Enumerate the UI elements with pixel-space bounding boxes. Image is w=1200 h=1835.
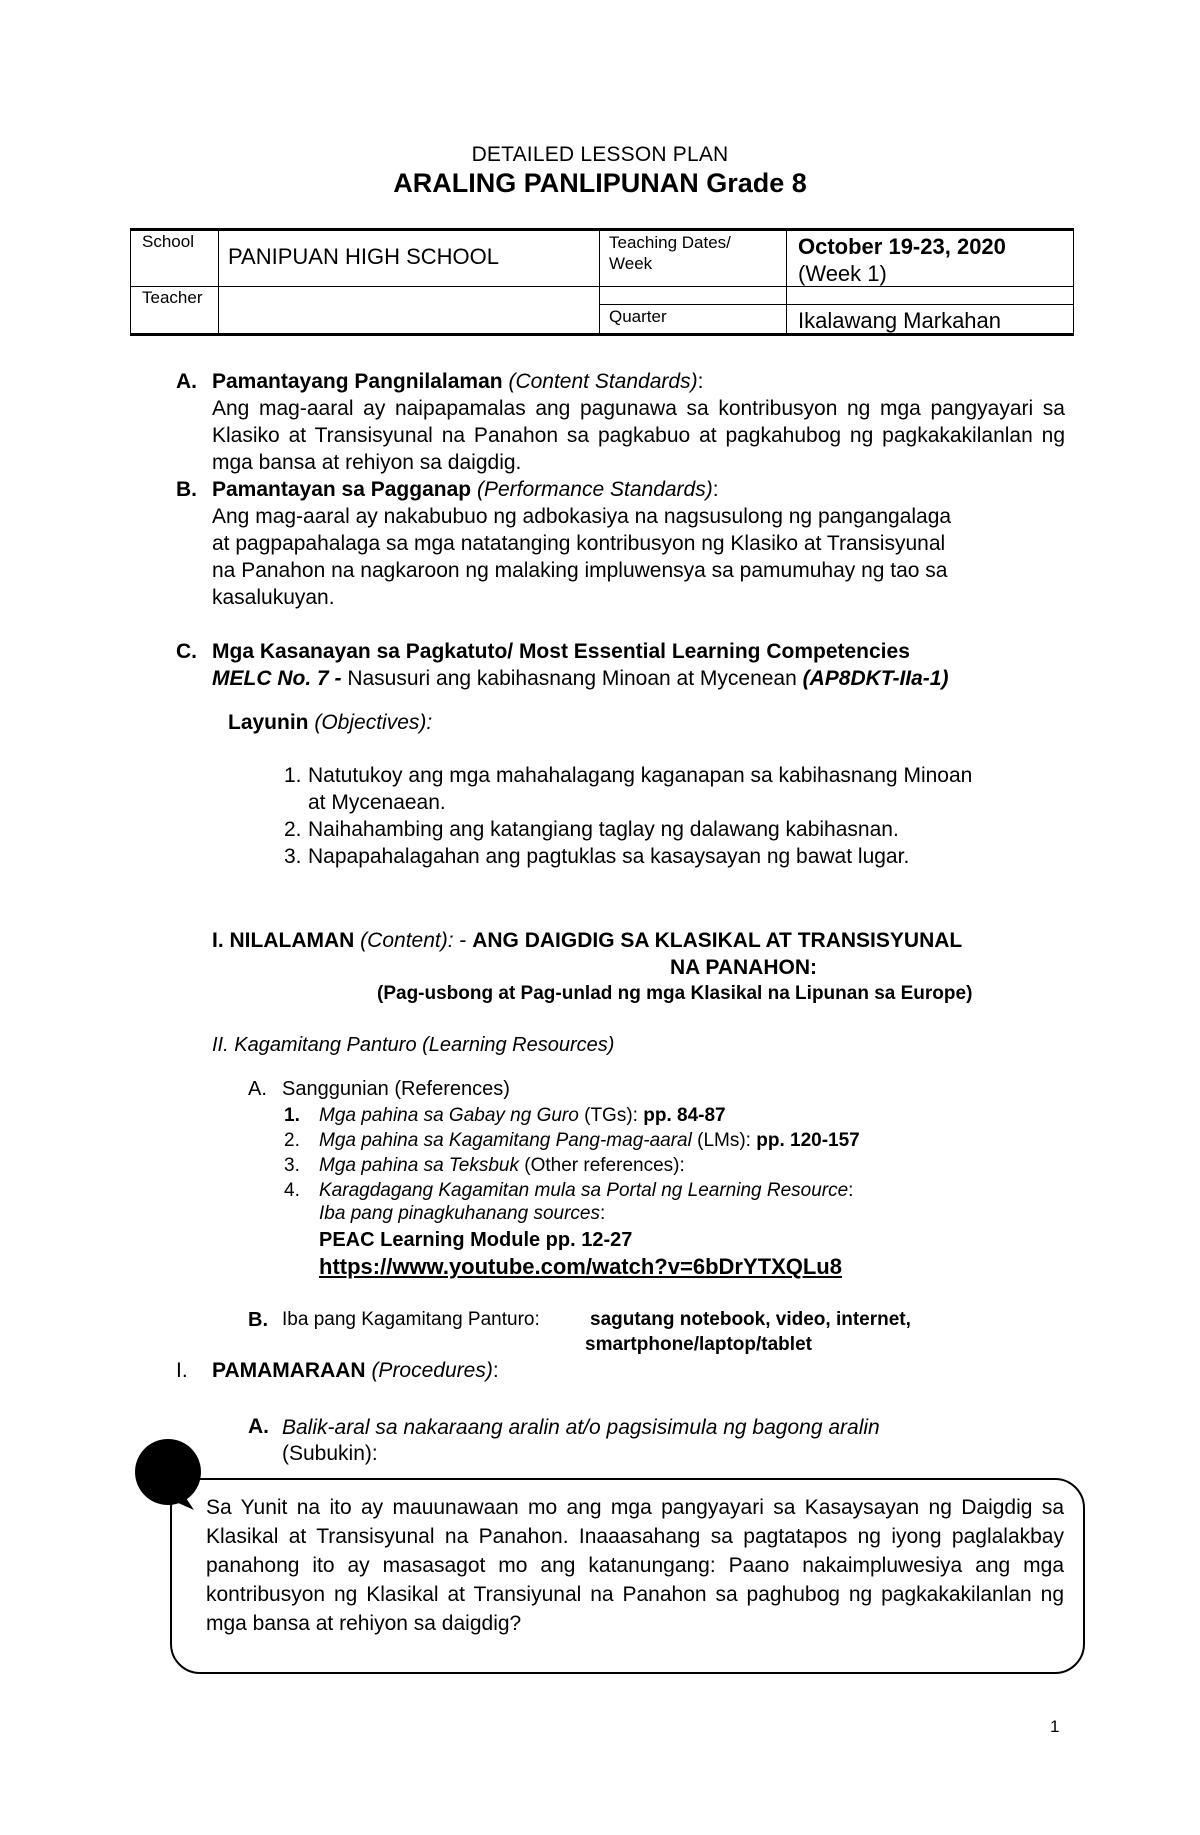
melc-line: MELC No. 7 - Nasusuri ang kabihasnang Minoan at Mycenean (AP8DKT-IIa-1) [212,667,949,690]
teaching-dates-label: Teaching Dates/ Week [609,233,731,273]
procedures-a-text: Balik-aral sa nakaraang aralin at/o pagsisimula ng bagong aralin (Subukin): [282,1416,880,1465]
document-type: DETAILED LESSON PLAN [471,143,729,166]
procedures-num: I. [176,1359,188,1382]
other-materials-letter: B. [248,1309,268,1331]
section-a-body: Ang mag-aaral ay naipapamalas ang pagunawa sa kontribusyon ng mga pangyayari sa Klasiko at Transisyunal na Panahon sa pagkabuo at pagkahubog ng pagkakakilanlan ng mga bansa at rehiyon sa daigdig. [212,397,1065,474]
procedures-heading: PAMAMARAAN (Procedures): [212,1359,499,1382]
section-a-letter: A. [176,370,197,393]
objective-item: Napapahalagahan ang pagtuklas sa kasaysayan ng bawat lugar. [308,845,910,868]
school-label: School [142,232,194,251]
nilalaman-subtitle: (Pag-usbong at Pag-unlad ng mga Klasikal na Lipunan sa Europe) [377,983,973,1004]
section-b-body: Ang mag-aaral ay nakabubuo ng adbokasiya na nagsusulong ng pangangalaga at pagpapahalaga sa mga natatanging kontribusyon ng Klasiko at Transisyunal na Panahon na nagkaroon ng malaking impluwensya sa pamumuhay ng tao sa kasalukuyan. [212,505,952,609]
youtube-link[interactable]: https://www.youtube.com/watch?v=6bDrYTXQLu8 [319,1254,842,1279]
objective-num: 3. [284,845,302,868]
other-materials-value: sagutang notebook, video, internet, [590,1309,911,1330]
quarter-value: Ikalawang Markahan [798,308,1002,333]
speech-box-text: Sa Yunit na ito ay mauunawaan mo ang mga pangyayari sa Kasaysayan ng Daigdig sa Klasikal at Transisyunal na Panahon. Inaaasahang sa pagtatapos ng iyong paglalakbay panahong ito ay masasagot mo ang katanungang: Paano nakaimpluwesiya ang mga kontribusyon ng Klasikal at Transiyunal na Panahon sa paghubog ng pagkakakilanlan ng mga bansa at rehiyon sa daigdig? [206,1496,1064,1635]
peac-module: PEAC Learning Module pp. 12-27 [319,1229,633,1251]
teacher-label: Teacher [142,288,203,307]
objectives-heading: Layunin (Objectives): [228,711,433,734]
nilalaman-heading: I. NILALAMAN (Content): - ANG DAIGDIG SA KLASIKAL AT TRANSISYUNAL [212,929,963,952]
objective-num: 2. [284,818,302,841]
speech-bubble-icon [132,1436,212,1516]
references-label: Sanggunian (References) [282,1078,510,1100]
procedures-a-letter: A. [248,1415,269,1438]
objective-item: Natutukoy ang mga mahahalagang kaganapan sa kabihasnang Minoan at Mycenaean. [308,764,973,814]
other-sources: Iba pang pinagkuhanang sources: [319,1203,606,1224]
document-title: ARALING PANLIPUNAN Grade 8 [393,168,807,198]
school-value: PANIPUAN HIGH SCHOOL [228,244,499,269]
teaching-dates-value: October 19-23, 2020 (Week 1) [798,234,1006,286]
references-letter: A. [248,1078,267,1100]
section-b-letter: B. [176,478,197,501]
section-a-title: Pamantayang Pangnilalaman (Content Standards): [212,370,704,393]
section-c-letter: C. [176,640,197,663]
info-table [130,228,1074,336]
section-c-title: Mga Kasanayan sa Pagkatuto/ Most Essential Learning Competencies [212,640,910,663]
nilalaman-title-cont: NA PANAHON: [670,956,817,979]
other-materials-value-cont: smartphone/laptop/tablet [585,1334,812,1355]
objective-num: 1. [284,764,302,787]
resources-heading: II. Kagamitang Panturo (Learning Resources) [212,1034,615,1056]
page-number: 1 [1050,1717,1060,1736]
section-b-title: Pamantayan sa Pagganap (Performance Standards): [212,478,719,501]
quarter-label: Quarter [609,307,667,326]
other-materials-label: Iba pang Kagamitang Panturo: [282,1309,540,1330]
objective-item: Naihahambing ang katangiang taglay ng dalawang kabihasnan. [308,818,899,841]
